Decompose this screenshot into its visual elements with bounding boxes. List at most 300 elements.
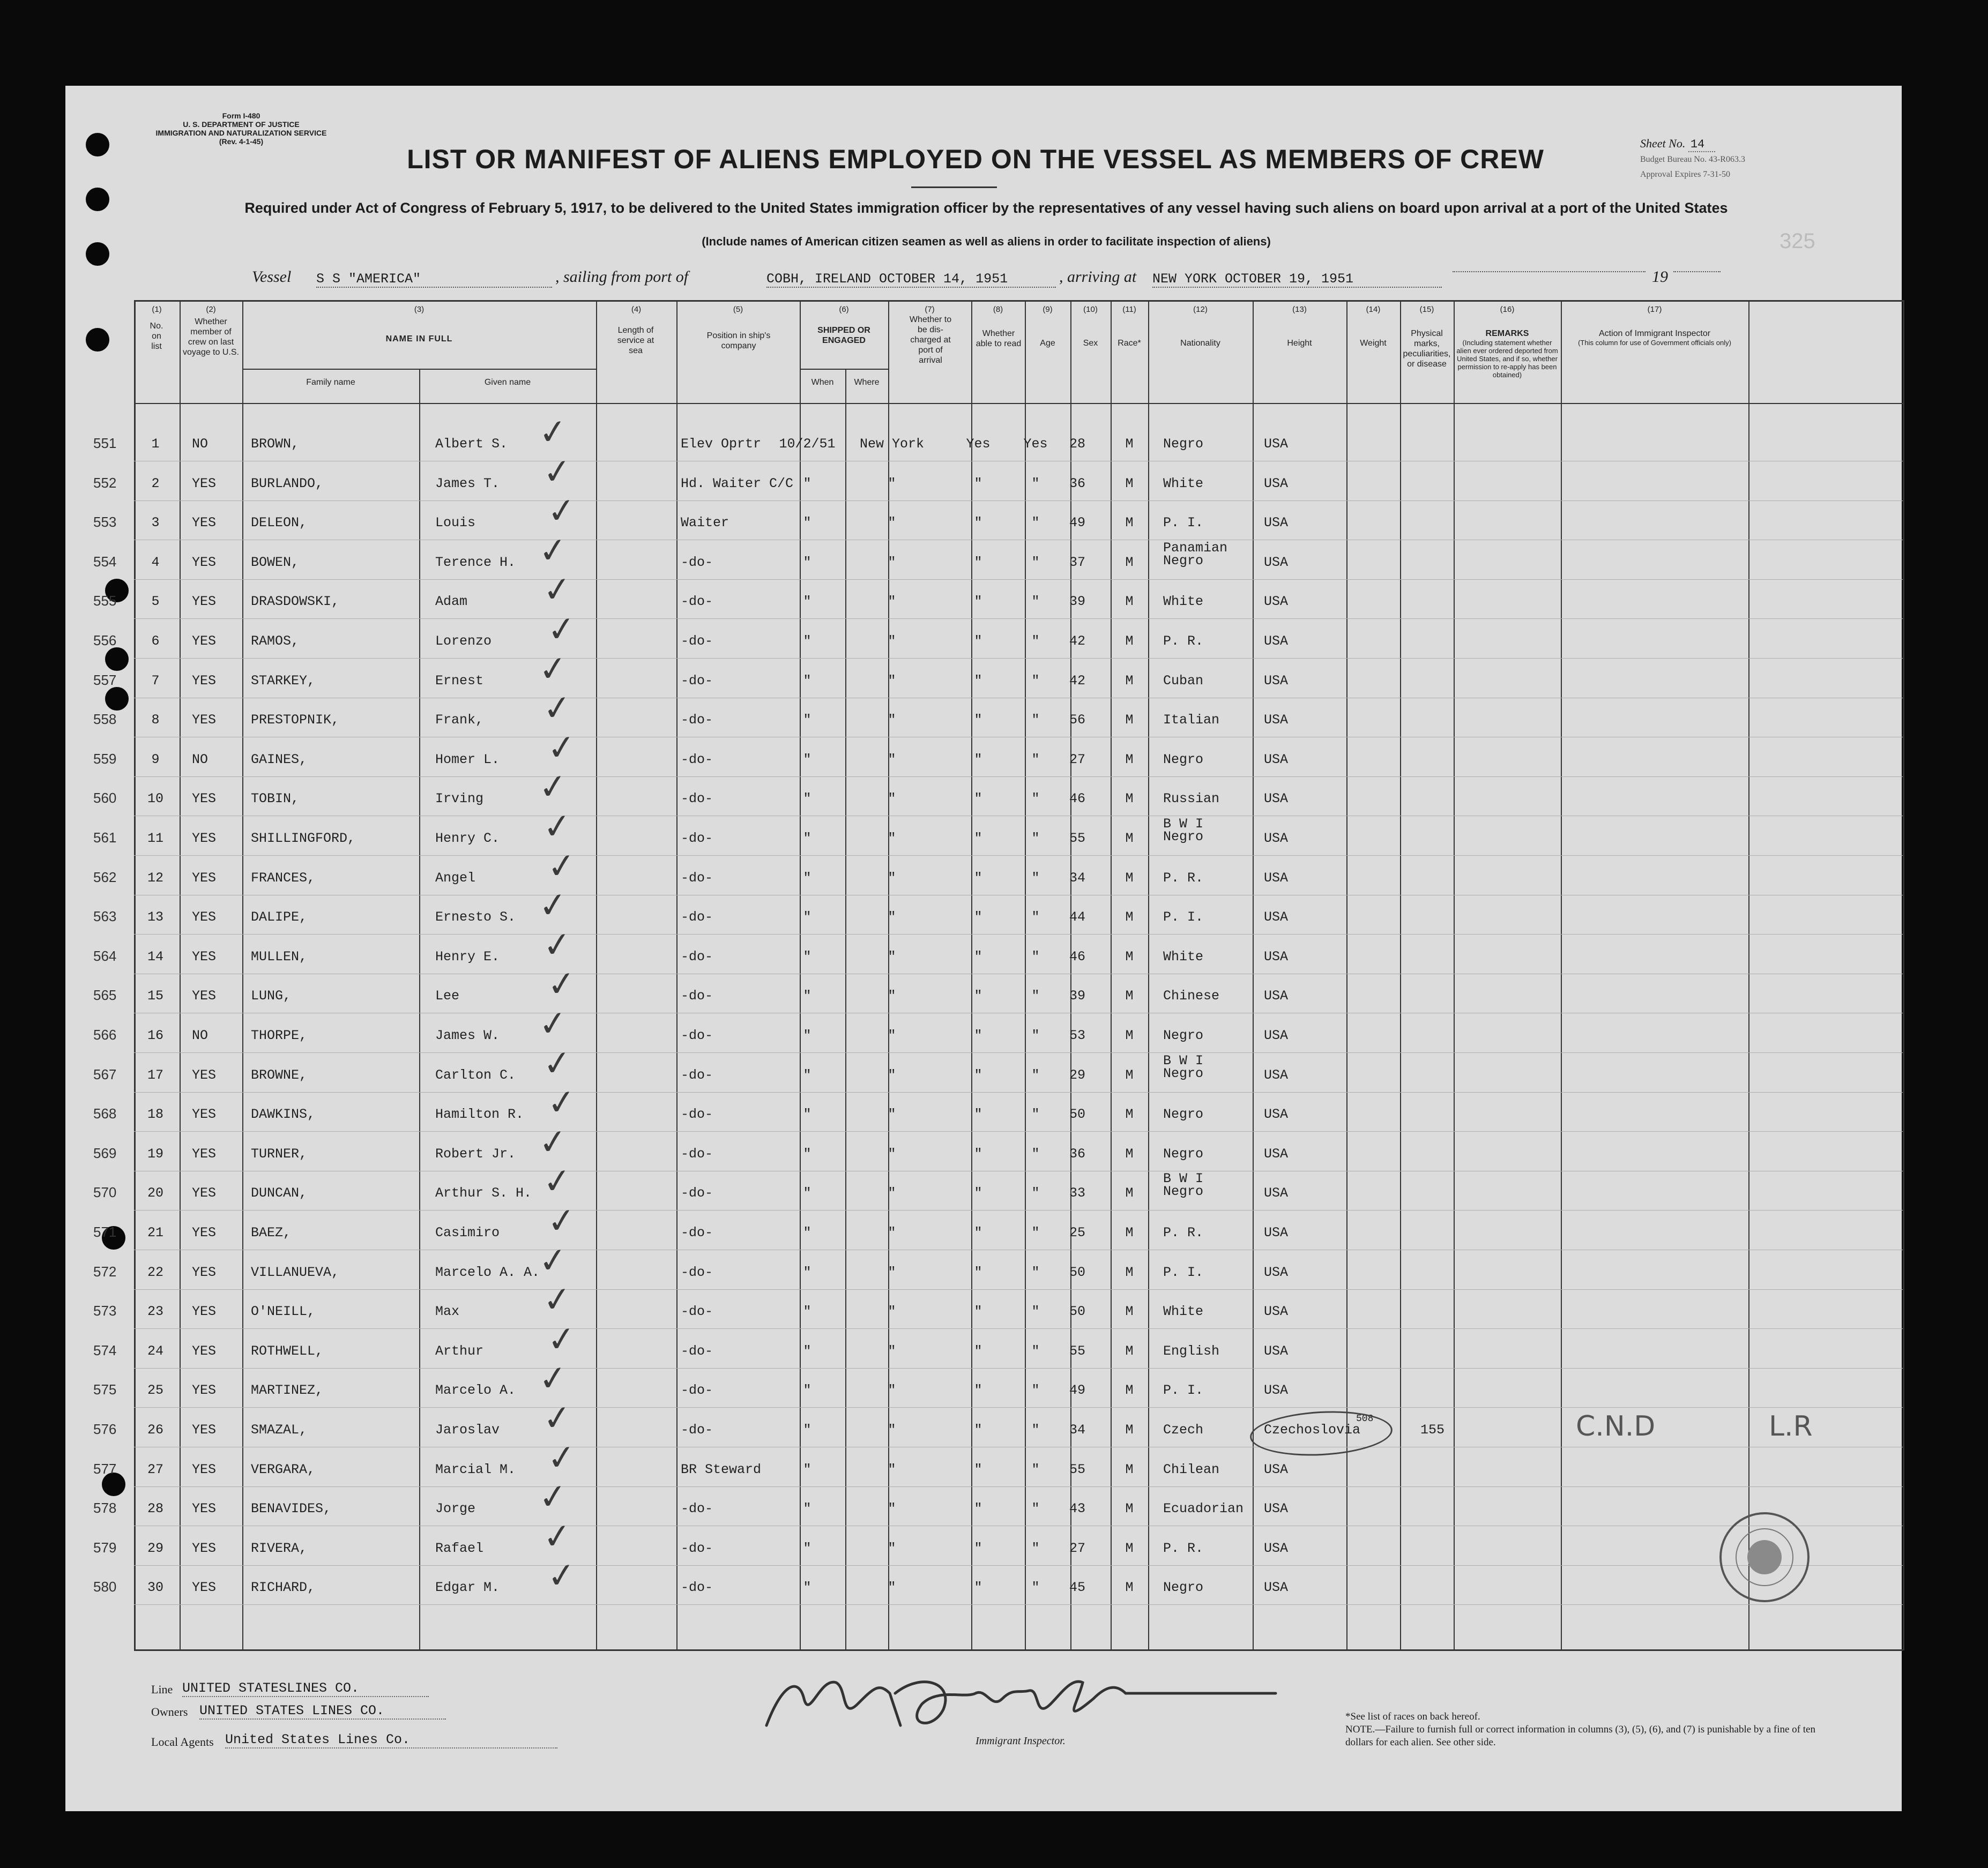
row-rule xyxy=(134,1131,1903,1132)
cell-prev: NO xyxy=(192,1028,209,1043)
cell-read: " xyxy=(1031,594,1040,610)
header-text: Action of Immigrant Inspector xyxy=(1598,329,1711,338)
column-subrule xyxy=(845,369,846,1649)
cell-family: VERGARA, xyxy=(251,1461,316,1477)
cell-race: P. I. xyxy=(1163,1264,1204,1280)
cell-position: -do- xyxy=(681,1067,713,1083)
cell-nationality: USA xyxy=(1264,1343,1289,1359)
header-text: Whether able to read xyxy=(976,329,1022,348)
check-mark-icon: ✓ xyxy=(537,766,570,809)
cell-age: 37 xyxy=(1069,554,1085,570)
cell-race: P. I. xyxy=(1163,909,1204,925)
cell-no: 12 xyxy=(147,870,163,886)
cell-nationality: USA xyxy=(1264,594,1289,610)
page-title: LIST OR MANIFEST OF ALIENS EMPLOYED ON THE VESSEL AS MEMBERS OF CREW xyxy=(407,144,1544,174)
cell-discharged: " xyxy=(974,1540,982,1556)
cell-family: THORPE, xyxy=(251,1028,308,1043)
cell-sex: M xyxy=(1125,1264,1134,1280)
check-mark-icon: ✓ xyxy=(541,1515,574,1558)
cell-race: Ecuadorian xyxy=(1163,1501,1244,1517)
cell-sex: M xyxy=(1125,712,1134,728)
punch-hole xyxy=(105,647,129,671)
cell-no: 16 xyxy=(147,1028,163,1043)
check-mark-icon: ✓ xyxy=(541,805,574,848)
cell-given: Albert S. xyxy=(435,436,508,452)
cell-sex: M xyxy=(1125,1343,1134,1359)
cell-where: " xyxy=(888,633,896,649)
cell-read: " xyxy=(1031,1067,1040,1083)
line-number: 574 xyxy=(93,1342,117,1358)
cell-age: 46 xyxy=(1069,948,1085,965)
header-c3 xyxy=(243,304,595,368)
cell-read: " xyxy=(1031,554,1040,570)
header-text: (3) xyxy=(414,305,425,314)
cell-where: " xyxy=(888,1225,896,1241)
header-c14 xyxy=(1347,304,1399,401)
cell-prev: YES xyxy=(192,909,217,925)
cell-nationality: USA xyxy=(1264,909,1289,925)
check-mark-icon: ✓ xyxy=(541,687,574,730)
cell-nationality: USA xyxy=(1264,436,1289,452)
cell-given: Louis xyxy=(435,515,476,531)
cell-where: " xyxy=(888,554,896,570)
cell-no: 5 xyxy=(151,594,160,610)
cell-read: " xyxy=(1031,1540,1040,1556)
cell-read: " xyxy=(1031,1304,1040,1320)
line-number: 556 xyxy=(93,632,117,648)
cell-age: 42 xyxy=(1069,633,1085,649)
line-number: 573 xyxy=(93,1303,117,1319)
column-subrule xyxy=(419,369,420,1649)
cell-when: " xyxy=(803,594,811,610)
cell-nationality: USA xyxy=(1264,988,1289,1004)
column-rule xyxy=(242,300,243,1650)
cell-when: 10/2/51 xyxy=(779,436,836,452)
year-label: 19 xyxy=(1652,268,1668,286)
cell-prev: YES xyxy=(192,712,217,728)
cell-discharged: " xyxy=(974,633,982,649)
cell-weight: 155 xyxy=(1420,1422,1445,1438)
check-mark-icon: ✓ xyxy=(537,884,570,927)
cell-age: 27 xyxy=(1069,1540,1085,1556)
cell-race: Negro xyxy=(1163,1146,1204,1162)
header-text: (15) xyxy=(1419,305,1434,314)
header-c11 xyxy=(1112,304,1147,401)
line-number: 552 xyxy=(93,474,117,491)
cell-age: 36 xyxy=(1069,1146,1085,1162)
cell-read: " xyxy=(1031,1343,1040,1359)
cell-when: " xyxy=(803,712,811,728)
header-c6 xyxy=(801,304,887,368)
check-mark-icon: ✓ xyxy=(541,1042,574,1085)
line-number: 560 xyxy=(93,790,117,806)
cell-prev: YES xyxy=(192,1580,217,1596)
cell-where: " xyxy=(888,1383,896,1399)
cell-sex: M xyxy=(1125,1383,1134,1399)
cell-age: 43 xyxy=(1069,1501,1085,1517)
cell-given: Carlton C. xyxy=(435,1067,516,1083)
cell-prev: YES xyxy=(192,831,217,846)
cell-nationality: USA xyxy=(1264,1304,1289,1320)
cell-given: Homer L. xyxy=(435,751,500,767)
cell-discharged: " xyxy=(974,673,982,689)
cell-discharged: " xyxy=(974,870,982,886)
column-rule xyxy=(1253,300,1254,1650)
row-rule xyxy=(134,1052,1903,1053)
cell-remarks: C.N.D xyxy=(1576,1410,1656,1443)
cell-read: " xyxy=(1031,1225,1040,1241)
cell-given: Angel xyxy=(435,870,476,886)
cell-no: 20 xyxy=(147,1185,163,1201)
cell-when: " xyxy=(803,751,811,767)
cell-read: " xyxy=(1031,515,1040,531)
line-value: UNITED STATESLINES CO. xyxy=(182,1680,429,1697)
cell-position: Hd. Waiter C/C xyxy=(681,475,794,491)
cell-when: " xyxy=(803,1146,811,1162)
cell-discharged: " xyxy=(974,948,982,965)
arriving-label: , arriving at xyxy=(1059,268,1137,286)
cell-given: Max xyxy=(435,1304,460,1320)
cell-prev: YES xyxy=(192,1383,217,1399)
manifest-table xyxy=(134,300,1903,1650)
cell-position: -do- xyxy=(681,1343,713,1359)
header-c4 xyxy=(597,304,675,401)
cell-read: " xyxy=(1031,909,1040,925)
header-c7 xyxy=(889,304,970,401)
cell-where: " xyxy=(888,1185,896,1201)
check-mark-icon: ✓ xyxy=(537,529,570,572)
cell-nationality: USA xyxy=(1264,673,1289,689)
cell-where: " xyxy=(888,870,896,886)
cell-read: " xyxy=(1031,791,1040,807)
check-mark-icon: ✓ xyxy=(537,411,570,454)
cell-read: " xyxy=(1031,1422,1040,1438)
cell-no: 3 xyxy=(151,515,160,531)
cell-sex: M xyxy=(1125,831,1134,846)
cell-no: 9 xyxy=(151,751,160,767)
header-text: No. on list xyxy=(150,322,163,351)
check-mark-icon: ✓ xyxy=(537,647,570,691)
cell-race: Italian xyxy=(1163,712,1220,728)
cell-sex: M xyxy=(1125,1146,1134,1162)
cell-read: " xyxy=(1031,1461,1040,1477)
line-number: 566 xyxy=(93,1027,117,1043)
cell-prev: YES xyxy=(192,633,217,649)
row-rule xyxy=(134,776,1903,777)
header-text: Length of service at sea xyxy=(617,326,654,355)
cell-family: ROTHWELL, xyxy=(251,1343,324,1359)
cell-age: 50 xyxy=(1069,1107,1085,1123)
cell-given: Irving xyxy=(435,791,484,807)
cell-given: Terence H. xyxy=(435,554,516,570)
header-c16 xyxy=(1455,304,1560,401)
cell-age: 28 xyxy=(1069,436,1085,452)
cell-sex: M xyxy=(1125,909,1134,925)
cell-discharged: " xyxy=(974,515,982,531)
cell-sex: M xyxy=(1125,515,1134,531)
column-rule xyxy=(1400,300,1401,1650)
cell-sex: M xyxy=(1125,1501,1134,1517)
line-number: 559 xyxy=(93,750,117,767)
races-note: *See list of races on back hereof. xyxy=(1345,1711,1480,1722)
cell-family: BAEZ, xyxy=(251,1225,292,1241)
cell-family: RAMOS, xyxy=(251,633,300,649)
cell-race: P. I. xyxy=(1163,1383,1204,1399)
cell-prev: YES xyxy=(192,1422,217,1438)
header-text: Position in ship's company xyxy=(706,331,771,350)
cell-sex: M xyxy=(1125,988,1134,1004)
cell-family: FRANCES, xyxy=(251,870,316,886)
cell-nationality: USA xyxy=(1264,948,1289,965)
cell-prev: YES xyxy=(192,870,217,886)
cell-when: " xyxy=(803,1580,811,1596)
check-mark-icon: ✓ xyxy=(541,924,574,967)
cell-nationality: USA xyxy=(1264,1225,1289,1241)
cell-age: 55 xyxy=(1069,1343,1085,1359)
cell-prev: YES xyxy=(192,1540,217,1556)
header-text: (This column for use of Government officials only) xyxy=(1578,339,1731,347)
footnote xyxy=(1345,1710,1828,1749)
cell-no: 24 xyxy=(147,1343,163,1359)
cell-when: " xyxy=(803,1304,811,1320)
cell-where: " xyxy=(888,1343,896,1359)
header-text: Race* xyxy=(1118,339,1141,348)
check-mark-icon: ✓ xyxy=(545,490,578,533)
cell-when: " xyxy=(803,673,811,689)
cell-no: 27 xyxy=(147,1461,163,1477)
header-text: Physical marks, peculiarities, or disease xyxy=(1403,329,1451,369)
cell-prev: YES xyxy=(192,948,217,965)
header-c3-family xyxy=(243,374,418,401)
cell-race: Chinese xyxy=(1163,988,1220,1004)
cell-no: 17 xyxy=(147,1067,163,1083)
cell-sex: M xyxy=(1125,673,1134,689)
cell-position: -do- xyxy=(681,1146,713,1162)
cell-when: " xyxy=(803,1461,811,1477)
cell-given: Ernesto S. xyxy=(435,909,516,925)
cell-discharged: " xyxy=(974,594,982,610)
cell-no: 29 xyxy=(147,1540,163,1556)
cell-discharged: " xyxy=(974,751,982,767)
cell-discharged: " xyxy=(974,1067,982,1083)
cell-family: BROWN, xyxy=(251,436,300,452)
cell-given: Arthur xyxy=(435,1343,484,1359)
line-number: 567 xyxy=(93,1066,117,1082)
check-mark-icon: ✓ xyxy=(541,569,574,611)
cell-no: 15 xyxy=(147,988,163,1004)
cell-when: " xyxy=(803,1225,811,1241)
cell-no: 14 xyxy=(147,948,163,965)
cell-age: 45 xyxy=(1069,1580,1085,1596)
cell-height: 508 xyxy=(1356,1414,1374,1424)
cell-prev: YES xyxy=(192,1185,217,1201)
cell-family: DAWKINS, xyxy=(251,1107,316,1123)
cell-nationality: USA xyxy=(1264,1580,1289,1596)
cell-where: " xyxy=(888,712,896,728)
header-rule xyxy=(134,403,1903,404)
cell-discharged: " xyxy=(974,554,982,570)
cell-discharged: " xyxy=(974,1146,982,1162)
cell-position: -do- xyxy=(681,1580,713,1596)
header-c5 xyxy=(677,304,799,401)
cell-given: Marcelo A. A. xyxy=(435,1264,540,1280)
line-number: 569 xyxy=(93,1145,117,1161)
header-text: SHIPPED OR ENGAGED xyxy=(817,326,870,345)
cell-no: 22 xyxy=(147,1264,163,1280)
cell-no: 10 xyxy=(147,791,163,807)
cell-no: 19 xyxy=(147,1146,163,1162)
row-rule xyxy=(134,1092,1903,1093)
form-info xyxy=(139,111,343,146)
department: U. S. DEPARTMENT OF JUSTICE xyxy=(183,120,300,129)
line-number: 555 xyxy=(93,593,117,609)
cell-age: 34 xyxy=(1069,1422,1085,1438)
cell-position: -do- xyxy=(681,1501,713,1517)
cell-family: TOBIN, xyxy=(251,791,300,807)
cell-discharged: " xyxy=(974,1383,982,1399)
stamped-number: 325 xyxy=(1779,229,1815,253)
cell-when: " xyxy=(803,948,811,965)
owners-label: Owners xyxy=(151,1705,188,1718)
cell-discharged: " xyxy=(974,1264,982,1280)
cell-race: White xyxy=(1163,475,1204,491)
cell-no: 18 xyxy=(147,1107,163,1123)
header-c1 xyxy=(135,304,178,401)
cell-race: B W I Negro xyxy=(1163,816,1204,845)
cell-prev: YES xyxy=(192,791,217,807)
cell-when: " xyxy=(803,475,811,491)
row-rule xyxy=(134,618,1903,619)
column-rule xyxy=(134,300,136,1650)
cell-family: PRESTOPNIK, xyxy=(251,712,340,728)
cell-nationality: USA xyxy=(1264,870,1289,886)
cell-when: " xyxy=(803,988,811,1004)
cell-when: " xyxy=(803,909,811,925)
header-c15 xyxy=(1401,304,1453,401)
cell-prev: YES xyxy=(192,673,217,689)
line-number: 577 xyxy=(93,1460,117,1477)
cell-given: Lee xyxy=(435,988,460,1004)
date-blank xyxy=(1453,271,1646,272)
cell-discharged: " xyxy=(974,475,982,491)
header-c6-where xyxy=(846,374,887,401)
column-rule xyxy=(180,300,181,1650)
approval-expiry: Approval Expires 7-31-50 xyxy=(1640,170,1730,179)
line-number: 557 xyxy=(93,671,117,688)
cell-prev: NO xyxy=(192,751,209,767)
cell-age: 56 xyxy=(1069,712,1085,728)
cell-where: " xyxy=(888,988,896,1004)
cell-nationality: USA xyxy=(1264,831,1289,846)
cell-no: 26 xyxy=(147,1422,163,1438)
cell-position: -do- xyxy=(681,633,713,649)
row-rule xyxy=(134,855,1903,856)
cell-read: " xyxy=(1031,948,1040,965)
check-mark-icon: ✓ xyxy=(541,1397,574,1440)
cell-when: " xyxy=(803,831,811,846)
cell-prev: YES xyxy=(192,1146,217,1162)
cell-discharged: " xyxy=(974,1107,982,1123)
page-subtitle: Required under Act of Congress of February 5, 1917, to be delivered to the United States immigration officer by the representatives of any vessel having such aliens on board upon arrival at a port of the United States xyxy=(244,200,1728,216)
header-c13 xyxy=(1254,304,1345,401)
sailing-from: COBH, IRELAND OCTOBER 14, 1951 xyxy=(766,271,1056,288)
cell-read: " xyxy=(1031,1501,1040,1517)
cell-race: Negro xyxy=(1163,1028,1204,1043)
cell-sex: M xyxy=(1125,475,1134,491)
revision: (Rev. 4-1-45) xyxy=(219,137,264,146)
cell-family: SMAZAL, xyxy=(251,1422,308,1438)
check-mark-icon: ✓ xyxy=(541,1160,574,1203)
row-rule xyxy=(134,658,1903,659)
cell-nationality: Czechoslovia xyxy=(1264,1422,1361,1438)
cell-where: " xyxy=(888,475,896,491)
cell-discharged: " xyxy=(974,712,982,728)
cell-where: " xyxy=(888,1501,896,1517)
header-text: (14) xyxy=(1366,305,1381,314)
cell-when: " xyxy=(803,791,811,807)
cell-sex: M xyxy=(1125,1067,1134,1083)
line-number: 572 xyxy=(93,1263,117,1280)
service: IMMIGRATION AND NATURALIZATION SERVICE xyxy=(155,129,327,137)
cell-discharged: " xyxy=(974,1501,982,1517)
header-text: Whether to be dis-charged at port of arrival xyxy=(909,315,952,365)
row-rule xyxy=(134,1368,1903,1369)
header-text: (1) xyxy=(152,305,162,314)
cell-discharged: " xyxy=(974,791,982,807)
header-text: When xyxy=(811,378,834,387)
line-number: 568 xyxy=(93,1105,117,1122)
cell-position: -do- xyxy=(681,791,713,807)
cell-where: " xyxy=(888,515,896,531)
owners-value: UNITED STATES LINES CO. xyxy=(199,1703,446,1720)
line-number: 554 xyxy=(93,553,117,570)
cell-nationality: USA xyxy=(1264,1028,1289,1043)
cell-race: Panamian Negro xyxy=(1163,540,1228,569)
vessel-name: S S "AMERICA" xyxy=(316,271,552,288)
cell-position: -do- xyxy=(681,1185,713,1201)
header-text: Weight xyxy=(1360,339,1387,348)
cell-age: 50 xyxy=(1069,1304,1085,1320)
cell-family: LUNG, xyxy=(251,988,292,1004)
cell-family: STARKEY, xyxy=(251,673,316,689)
header-text: (Including statement whether alien ever ordered deported from United States, and if so, whether permission to re-apply has been obtained) xyxy=(1456,339,1558,379)
cell-race: P. R. xyxy=(1163,1225,1204,1241)
cell-prev: YES xyxy=(192,1501,217,1517)
check-mark-icon: ✓ xyxy=(537,1239,570,1282)
cell-family: RICHARD, xyxy=(251,1580,316,1596)
cell-prev: YES xyxy=(192,515,217,531)
check-mark-icon: ✓ xyxy=(545,1318,578,1361)
cell-sex: M xyxy=(1125,1461,1134,1477)
cell-family: MARTINEZ, xyxy=(251,1383,324,1399)
check-mark-icon: ✓ xyxy=(545,1081,578,1124)
cell-sex: M xyxy=(1125,791,1134,807)
row-rule xyxy=(134,1289,1903,1290)
cell-when: " xyxy=(803,1185,811,1201)
cell-where: " xyxy=(888,1580,896,1596)
cell-sex: M xyxy=(1125,436,1134,452)
header-text: (17) xyxy=(1647,305,1662,314)
cell-sex: M xyxy=(1125,1225,1134,1241)
cell-race: Negro xyxy=(1163,751,1204,767)
cell-given: Arthur S. H. xyxy=(435,1185,532,1201)
cell-age: 53 xyxy=(1069,1028,1085,1043)
cell-race: B W I Negro xyxy=(1163,1052,1204,1081)
cell-prev: YES xyxy=(192,1461,217,1477)
cell-family: BURLANDO, xyxy=(251,475,324,491)
arriving-at: NEW YORK OCTOBER 19, 1951 xyxy=(1152,271,1442,288)
cell-read: " xyxy=(1031,475,1040,491)
